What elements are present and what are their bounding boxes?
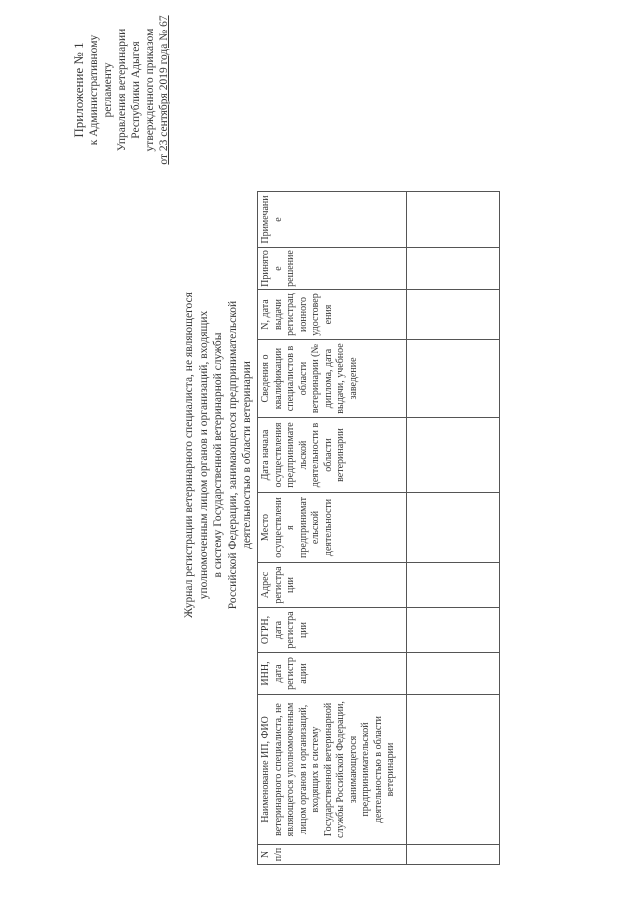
column-header-qualification: Сведения о квалификации специалистов в области ветеринарии (№ диплома, дата выдачи, учебное заведение [258,340,407,418]
table-cell [407,192,500,248]
journal-title-line: Российской Федерации, занимающегося предпринимательской [226,300,239,610]
journal-title-line: Журнал регистрации ветеринарного специалиста, не являющегося [183,292,195,618]
table-header-row [258,192,407,865]
appendix-order-date: от 23 сентября 2019 года № 67 [158,15,170,165]
table-cell [407,845,500,865]
journal-title [182,240,255,670]
column-header-ogrn: ОГРН, дата регистрации [258,608,407,653]
column-header-certificate: N, дата выдачи регистрационного удостоверения [258,290,407,340]
journal-title-line: деятельностью в области ветеринарии [241,361,253,549]
column-header-name: Наименование ИП, ФИО ветеринарного специалиста, не являющегося уполномоченным лицом органов и организаций, входящих в систему Государственной ветеринарной службы Российской Федерации, занимающегося предпринимательской деятельностью в области ветеринарии [258,695,407,845]
column-header-start-date: Дата начала осуществления предпринимательской деятельности в области ветеринарии [258,418,407,493]
journal-title-line: в систему Государственной ветеринарной службы [212,332,224,578]
table-cell [407,695,500,845]
column-header-decision: Принятое решение [258,248,407,290]
appendix-regulation: к Административному регламенту [88,34,114,146]
appendix-block [70,10,171,170]
column-header-note: Примечание [258,192,407,248]
table-cell [407,493,500,563]
appendix-approved: утвержденного приказом [144,28,156,152]
table-cell [407,418,500,493]
appendix-number: Приложение № 1 [71,42,86,138]
journal-table [257,191,500,865]
table-row [407,192,500,865]
table-cell [407,608,500,653]
table-cell [407,340,500,418]
column-header-address: Адрес регистрации [258,563,407,608]
column-header-inn: ИНН, дата регистрации [258,653,407,695]
table-cell [407,653,500,695]
table-cell [407,290,500,340]
table-cell [407,563,500,608]
column-header-place: Место осуществления предпринимательской деятельности [258,493,407,563]
column-header-number: N п/п [258,845,407,865]
appendix-department: Управления ветеринарии Республики Адыгея [116,28,142,152]
journal-title-line: уполномоченным лицом органов и организаций, входящих [197,310,210,600]
table-cell [407,248,500,290]
